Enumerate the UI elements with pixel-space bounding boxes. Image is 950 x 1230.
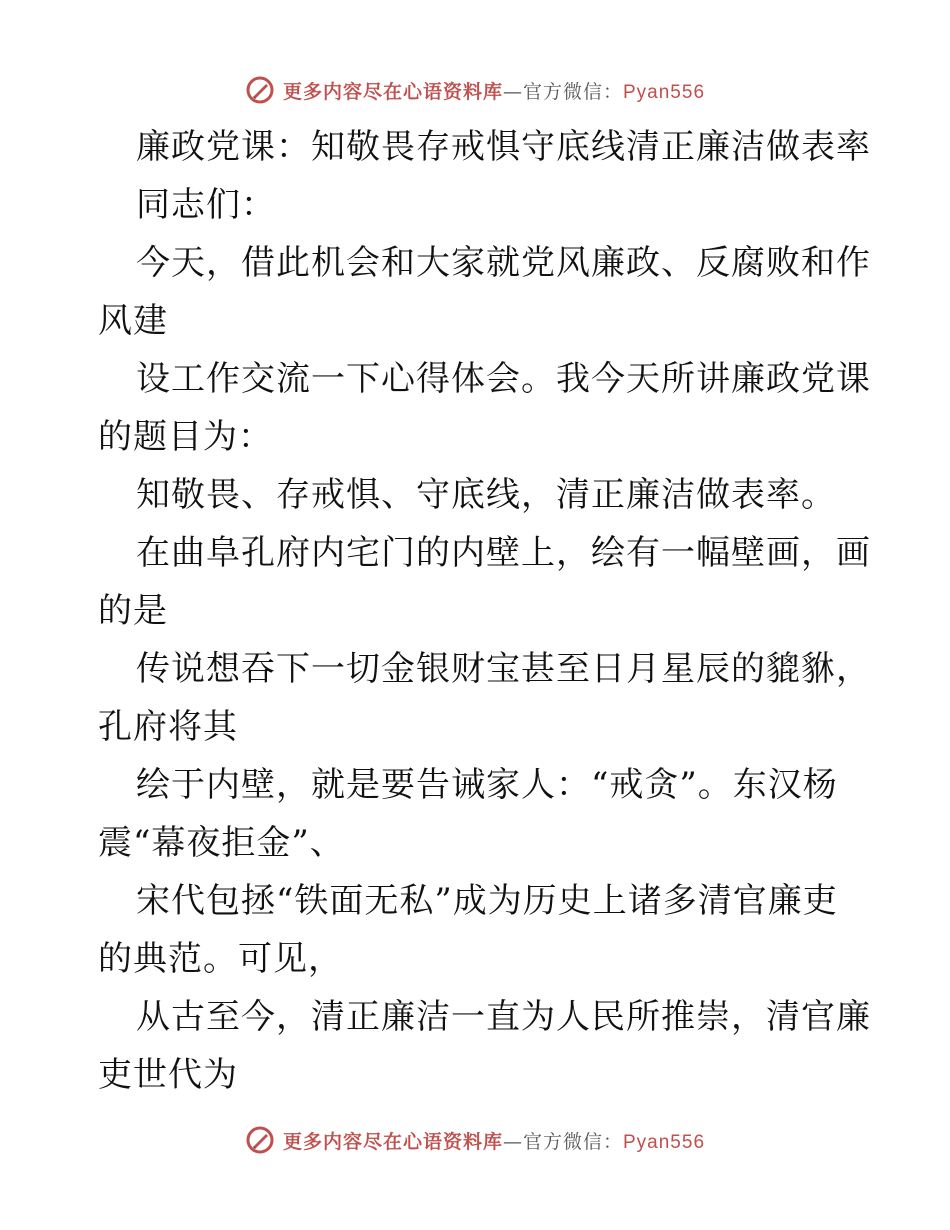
paragraph-line: 传说想吞下一切金银财宝甚至日月星辰的貔貅， — [136, 649, 871, 689]
paragraph-line: 的是 — [98, 591, 168, 631]
paragraph-line: 从古至今，清正廉洁一直为人民所推崇，清官廉 — [136, 997, 871, 1037]
paragraph-line: 风建 — [98, 301, 168, 341]
pen-logo-icon — [245, 1125, 275, 1155]
document-body — [98, 118, 871, 1104]
pen-logo-icon — [245, 75, 275, 105]
watermark-main: 更多内容尽在心语资料库 — [282, 80, 503, 103]
watermark-text — [283, 1127, 705, 1154]
watermark-id: Pyan556 — [623, 81, 706, 103]
paragraph-line: 震“幕夜拒金”、 — [98, 823, 345, 863]
watermark-sub: 官方微信： — [522, 1130, 623, 1153]
paragraph-line: 设工作交流一下心得体会。我今天所讲廉政党课 — [136, 359, 871, 399]
watermark-sub: 官方微信： — [522, 80, 623, 103]
paragraph-line: 知敬畏、存戒惧、守底线，清正廉洁做表率。 — [136, 475, 836, 515]
paragraph-line: 的题目为： — [98, 417, 273, 457]
paragraph-line: 宋代包拯“铁面无私”成为历史上诸多清官廉吏 — [136, 881, 838, 921]
watermark-text — [283, 77, 705, 104]
watermark-dash: — — [502, 80, 523, 103]
watermark-id: Pyan556 — [623, 1131, 706, 1153]
header-watermark — [0, 70, 950, 110]
watermark-dash: — — [502, 1130, 523, 1153]
paragraph-line: 吏世代为 — [98, 1055, 238, 1095]
paragraph-line: 在曲阜孔府内宅门的内壁上，绘有一幅壁画，画 — [136, 533, 871, 573]
paragraph-line: 今天，借此机会和大家就党风廉政、反腐败和作 — [136, 243, 871, 283]
paragraph-line: 孔府将其 — [98, 707, 238, 747]
paragraph-line: 的典范。可见， — [98, 939, 343, 979]
document-title: 廉政党课：知敬畏存戒惧守底线清正廉洁做表率 — [136, 127, 871, 167]
paragraph-line: 绘于内壁，就是要告诫家人：“戒贪”。东汉杨 — [136, 765, 838, 805]
salutation: 同志们： — [136, 185, 276, 225]
footer-watermark — [0, 1120, 950, 1160]
watermark-main: 更多内容尽在心语资料库 — [282, 1130, 503, 1153]
